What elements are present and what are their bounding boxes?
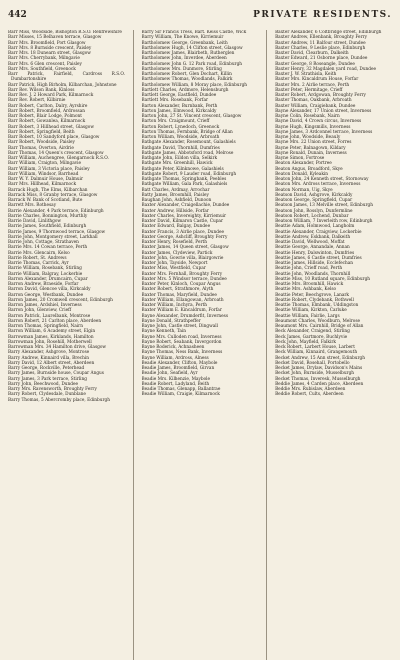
directory-entry: Bayne Mrs. Culloden road, Inverness — [141, 334, 222, 340]
directory-entry: Beadie John, Seafield, Ayr — [141, 371, 198, 377]
directory-entry: Baxter Edward, Balgay, Dundee — [141, 224, 211, 230]
directory-entry: Barrie Mrs. Glencairn, Kelso — [8, 250, 70, 256]
column-divider — [133, 30, 134, 660]
directory-entry: Barron George, Westbank, Dundee — [8, 292, 84, 298]
directory-entry: Baxter John, Gowrie villa, Blairgowrie — [141, 255, 224, 261]
directory-entry: Baxter John, Tayside, Newport — [141, 261, 208, 266]
directory-entry: Bayne Kenneth, Tain — [141, 329, 187, 335]
directory-entry: Bayne Hugh, Kingsmills, Inverness — [275, 124, 351, 130]
directory-entry: Barr Mrs. Southfield, Greenock — [8, 66, 76, 72]
directory-entry: Bartholomew Robert, Glen Dochart, Killin — [141, 72, 232, 77]
directory-entry: Barrie James, 9 Thornwood terrace, Glasgow — [8, 229, 106, 235]
directory-entry: Barr Rev. J. 2 Howard Park, Kilmarnock — [8, 93, 94, 98]
directory-entry: Beattie William, Kirkton, Carluke — [275, 308, 347, 314]
directory-entry: Beattie James, Hillside, Ecclefechan — [275, 261, 354, 266]
directory-entry: Barr Robert, 10 Sandyford place, Glasgow — [8, 135, 100, 140]
directory-entry: Baxter Alexander, Craigellachie, Dundee — [141, 203, 230, 209]
directory-entry: Barr Miss, Woodside, Bishopton R.S.O. Renfrewshire — [8, 30, 122, 35]
directory-entry: Becket Andrew, 15 Ann street, Edinburgh — [275, 355, 366, 361]
directory-entry: Barr Mrs. Cherrybank, Milngavie — [8, 56, 80, 62]
directory-entry: Barrack W. Bank of Scotland, Bute — [8, 198, 83, 203]
directory-entry: Beatson James, 13 Melville street, Edinburgh — [275, 203, 373, 209]
directory-entry: Bathgate Peter, Kilnknowe, Galashiels — [141, 166, 224, 172]
directory-entry: Barry George, Rockville, Peterhead — [8, 366, 85, 371]
directory-entry: Barry Robert, Clydesdale, Dunblane — [8, 392, 86, 398]
directory-entry: Barrie Alexander, 4 Park terrace, Edinburgh — [8, 208, 104, 214]
directory-entry: Barr W. Y. Dalmuir House, Dalmuir — [8, 177, 84, 182]
directory-entry: Barrowman Mrs. 34 Hamilton drive, Glasgow — [8, 345, 107, 350]
directory-entry: Baxter Mrs. Kincaldrum House, Forfar — [275, 77, 359, 83]
directory-entry: Barry James, Burnside house, Coupar Angus — [8, 371, 104, 377]
directory-entry: Barrie Charles, Bonnington, Murthly — [8, 213, 88, 219]
directory-entry: Beattie Robert, Clydebank, Bothwell — [275, 297, 354, 303]
directory-entry: Bartholomew James, Blairbeth, Rutherglen — [141, 51, 235, 56]
directory-entry: Barrie Mrs. 14 Cowan terrace, Perth — [8, 245, 88, 251]
directory-entry: Baxter Thomas, Maryfield, Dundee — [141, 292, 217, 298]
directory-entry: Becket Thomas, Inveresk, Musselburgh — [275, 376, 361, 382]
directory-entry: Beadie James, Broomfield, Girvan — [141, 366, 215, 371]
directory-entry: Barrie David, Linlithgow — [8, 219, 62, 224]
directory-entry: Becket James, Drylaw, Davidson's Mains — [275, 366, 363, 371]
directory-entry: Barr William, Craigton, Milngavie — [8, 161, 82, 167]
directory-column-3 — [275, 30, 392, 660]
directory-entry: Baxter Charles, Invereighty, Kirriemuir — [141, 213, 227, 219]
directory-entry: Barr Thomas, Overton, Airdrie — [8, 145, 74, 151]
directory-entry: Bathgate Alexander, Rosemount, Galashiels — [141, 140, 236, 146]
directory-entry: Baxter Robert, Ardgowan, Broughty Ferry — [275, 93, 366, 98]
directory-entry: Bathgate David, Thornhill, Dumfries — [141, 145, 220, 151]
directory-entry: Barron David, Glencoe villa, Kirkcaldy — [8, 287, 91, 293]
column-divider — [266, 30, 267, 660]
directory-entry: Beattie Adam, Holmwood, Langholm — [275, 224, 355, 230]
directory-entry: Barr Rev. Wilson Bank, Kinloss — [8, 87, 75, 93]
directory-entry: Barry Mrs. Ravensworth, Broughty Ferry — [8, 387, 97, 392]
directory-entry: Baxter James, 14 Queen street, Glasgow — [141, 245, 229, 251]
directory-entry: Barr Mrs. 6 Glen crescent, Paisley — [8, 61, 82, 67]
directory-entry: Baughan John, Ashfield, Dunoon — [141, 198, 212, 203]
directory-entry: Barrack Miss, 8 Granby terrace, Glasgow — [8, 192, 98, 198]
directory-entry: Beatson John, Rosslyn, Dunfermline — [275, 208, 353, 214]
directory-entry: Baxter Miss, Westfield, Cupar — [141, 266, 206, 272]
directory-entry: Beddie Mrs. Rubislaw, Aberdeen — [275, 387, 346, 392]
directory-entry: Barr Mrs. 18 Dunearn street, Glasgow — [8, 51, 91, 56]
directory-entry: Baxter Andrew, 11 Balfour street, Dundee — [275, 40, 366, 46]
directory-entry: Baxter Edward, 21 Osborne place, Dundee — [275, 56, 368, 62]
directory-entry: Bayne Robert, Seabank, Invergordon — [141, 339, 222, 345]
directory-entry: Barton James, Elmwood, Kirkcaldy — [141, 108, 217, 114]
directory-entry: Beattie Mrs. Ashbank, Kelso — [275, 287, 337, 293]
directory-entry: Beaton Angus, Broadford, Skye — [275, 166, 343, 172]
directory-entry: Barr Mrs. Broomfield, Port Glasgow — [8, 40, 86, 46]
directory-entry: Baxter William, Inchyra, Perth — [141, 303, 208, 308]
directory-entry: Beatson David, Ashgrove, Kirkcaldy — [275, 192, 353, 198]
directory-entry: Beaumont Mrs. Cairnhill, Bridge of Allan — [275, 324, 364, 329]
directory-entry: Bathgate James, Abbotsford road, Melrose — [141, 150, 234, 156]
directory-entry: Bartholomew John, Inverdee, Aberdeen — [141, 56, 227, 62]
directory-entry: Barry David, 12 Albert street, Aberdeen — [8, 360, 95, 366]
directory-entry: Becket David, Rosehall, Portobello — [275, 360, 350, 366]
directory-entry: Beatson George, Springfield, Cupar — [275, 198, 353, 203]
directory-entry: Beattie Andrew, Eskbank, Dalkeith — [275, 234, 351, 240]
directory-entry: Barr Robert, Woodside, Paisley — [8, 140, 75, 146]
directory-entry: Bartholomew John G. 12 Park road, Edinburgh — [141, 61, 243, 67]
directory-entry: Bathgate Thomas, Springbank, Peebles — [141, 177, 227, 182]
directory-entry: Barr Patrick, High Birholm, Kilbarchan, Johnstone — [8, 82, 117, 88]
directory-entry: Baxter George, Ashcliff, Broughty Ferry — [141, 234, 228, 240]
directory-entry: Bartholomew George, Greenbank, Leith — [141, 40, 228, 46]
directory-entry: Barr Misses, 15 Belhaven terrace, Glasgow — [8, 35, 102, 41]
directory-entry: Bayne Peter, Balnagown, Kildary — [275, 145, 346, 151]
directory-entry: Beadie William, Craigie, Kilmarnock — [141, 392, 220, 398]
page-header — [8, 10, 392, 26]
directory-entry: Baxter Henry, Rosefield, Perth — [141, 240, 207, 245]
directory-entry: Barry William, The Knowe, Kirriemuir — [141, 35, 224, 41]
directory-entry: Barr Robert, 3 Hillhead street, Glasgow — [8, 124, 94, 130]
directory-column-1 — [8, 30, 125, 660]
directory-entry: Batty James, Broomhill, Paisley — [141, 192, 209, 198]
directory-entry: Barr Robert, Gowanlea, Kilmarnock — [8, 119, 86, 125]
directory-entry: Bathgate Robert, 9 Lauder road, Edinburgh — [141, 171, 237, 177]
directory-entry: Beatson Robert, Lochend, Dunbar — [275, 213, 349, 219]
directory-entry: Barron Patrick, Laurelbank, Montrose — [8, 313, 91, 319]
directory-entry: Bayne Roderick, Achnasheen — [141, 345, 205, 350]
directory-entry: Baxter Peter, Hermitage, Crieff — [275, 87, 343, 93]
directory-entry: Beattie James, 6 Castle street, Dumfries — [275, 255, 362, 261]
directory-entry: Beck William, Kinnaird, Grangemouth — [275, 350, 358, 356]
directory-entry: Baxter Francis, 3 Airlie place, Dundee — [141, 229, 225, 235]
directory-entry: Beadie Mrs. Kilhenzie, Maybole — [141, 376, 211, 382]
directory-entry: Barry Alexander, Ashgrove, Montrose — [8, 350, 90, 356]
directory-entry: Bartholomew William, 8 Moray place, Edinburgh — [141, 82, 248, 88]
directory-columns — [8, 30, 392, 660]
directory-entry: Batt Charles, Ardmay, Arrochar — [141, 187, 210, 193]
directory-entry: Barr William, Auchengree, Glengarnock R.S.O. — [8, 156, 109, 161]
directory-entry: Barton Thomas, Fernbank, Bridge of Allan — [141, 129, 233, 135]
directory-entry: Baxter James, Clydeview, Partick — [141, 250, 213, 256]
directory-entry: Beadie Thomas, Glenapp, Ballantrae — [141, 387, 221, 392]
directory-entry: Barton Alexander, Burnbank, Perth — [141, 103, 218, 109]
directory-entry: Bayne Ronald, Dunain, Inverness — [275, 150, 347, 156]
directory-entry: Barrie William, Rosebank, Stirling — [8, 266, 82, 272]
directory-entry: Baxter J. W. Strathisla, Keith — [275, 72, 337, 77]
directory-entry: Beaumont Charles, Woodburn, Melrose — [275, 318, 361, 324]
directory-entry: Baxter Mrs. 5 Windsor terrace, Dundee — [141, 276, 227, 282]
directory-entry: Baxter Henry, 32 Magdalen yard road, Dundee — [275, 66, 377, 72]
directory-entry: Bartlett Charles, Ardmore, Helensburgh — [141, 87, 229, 93]
directory-entry: Barr Thomas, 14 Queen's crescent, Glasgow — [8, 150, 104, 156]
directory-entry: Barron Alexander, Drumcairn, Cupar — [8, 276, 88, 282]
directory-entry: Barry John, Beechwood, Dundee — [8, 381, 78, 387]
directory-entry: Bayne Colin, Rosebank, Nairn — [275, 114, 340, 119]
directory-entry: Barry Thomas, 5 Abercromby place, Edinburgh — [8, 397, 110, 403]
page-number: 442 — [8, 10, 27, 20]
directory-entry: Bayne Donald, Strathpeffer — [141, 318, 201, 324]
directory-entry: Beddie James, 4 Carden place, Aberdeen — [275, 381, 364, 387]
directory-entry: Becket John, Burnside, Musselburgh — [275, 371, 355, 377]
directory-entry: Bathgate John, Eildon villa, Selkirk — [141, 156, 218, 161]
directory-entry: Beck James, Gartmore, Buchlyvie — [275, 334, 348, 340]
directory-entry: Barr Mrs. Hillhead, Kilmarnock — [8, 182, 77, 188]
directory-entry: Beck Robert, Larbert House, Larbert — [275, 345, 355, 350]
directory-entry: Baxter Alexander, 6 Coltbridge street, Edinburgh — [275, 30, 382, 35]
directory-entry: Bathgate William, Gala Park, Galashiels — [141, 182, 228, 188]
directory-entry: Beattie Miss, 10 Rutland square, Edinburgh — [275, 276, 371, 282]
directory-entry: Bartholomew Thomas, Woodlands, Falkirk — [141, 77, 233, 83]
directory-entry: Beattie Thomas, Elmbank, Uddingston — [275, 303, 359, 308]
directory-entry: Beadie Alexander, Clifton, Maybole — [141, 360, 218, 366]
directory-entry: Bartholomew Mrs. Dunmore, Stirling — [141, 66, 222, 72]
directory-entry: Baxter Mrs. Fernhall, Broughty Ferry — [141, 271, 223, 277]
directory-entry: Baxter George, 8 Roseangle, Dundee — [275, 61, 355, 67]
directory-entry: Barrowman James, Kirklands, Hamilton — [8, 334, 94, 340]
directory-entry: Baxter Robert, Strathmore, Alyth — [141, 287, 214, 293]
directory-entry: Bayne John, Woodside, Beauly — [275, 135, 341, 140]
directory-entry: Beaton John, 24 Kenneth street, Stornoway — [275, 177, 369, 182]
directory-entry: Barrett Mrs. Rothesay — [8, 203, 57, 209]
directory-entry: Beck John, Mayfield, Falkirk — [275, 339, 336, 345]
directory-entry: Baxter William E. Kincaldrum, Forfar — [141, 308, 222, 314]
directory-entry: Bathgate Mrs. Greenhill, Hawick — [141, 161, 213, 167]
directory-entry: Barron Robert, 21 Carlton place, Aberdeen — [8, 318, 102, 324]
directory-entry: Bayne John, Castle street, Dingwall — [141, 324, 219, 329]
directory-entry: Beattie Alexander, Craigview, Lockerbie — [275, 229, 362, 235]
directory-entry: Barton John, 27 St. Vincent crescent, Glasgow — [141, 114, 242, 119]
directory-entry: Baxter William, Ellangowan, Arbroath — [141, 297, 224, 303]
directory-entry: Baxter William, Craigiebank, Dundee — [275, 103, 356, 109]
directory-entry: Baxter Mrs. 2 Airlie terrace, Perth — [275, 82, 350, 88]
directory-entry: Barton William, Woodside, Arbroath — [141, 135, 220, 140]
directory-entry: Barr William, Windsor, Barrhead — [8, 171, 79, 177]
directory-entry: Barrack Hugh, The Elms, Kilbarchan — [8, 187, 88, 193]
directory-entry: Baxter Peter, Kinloch, Coupar Angus — [141, 282, 221, 287]
directory-entry: Baxter Charles, 9 Leslie place, Edinburgh — [275, 45, 366, 51]
directory-entry: Baxter David, Clearburn, Dalkeith — [275, 51, 349, 56]
directory-entry: Barr Rev. Robert, Kilbirnie — [8, 98, 66, 104]
directory-entry: Barron James, Ardshiel, Inverness — [8, 303, 82, 308]
directory-entry: Beaton Alexander, Portree — [275, 161, 332, 167]
directory-entry: Beaton Mrs. Ardross terrace, Inverness — [275, 182, 361, 188]
directory-entry: Barrie John, Montgomery street, Larkhall — [8, 234, 98, 240]
directory-entry: Barry Sir Francis Tress, Bart. Keiss Castle, Wick — [141, 30, 247, 35]
directory-entry: Barr Robert, Blair Lodge, Polmont — [8, 114, 82, 119]
directory-entry: Baxter David, Kilmaron Castle, Cupar — [141, 219, 223, 224]
directory-entry: Bayne William, Ardross, Alness — [141, 355, 209, 361]
directory-entry: Beattie John, Crieff road, Perth — [275, 266, 343, 272]
directory-entry: Barron William, 6 Academy street, Elgin — [8, 329, 96, 335]
directory-entry: Barrie William, Balgray, Lockerbie — [8, 271, 83, 277]
directory-entry: Barrie Robert, St. Andrews — [8, 255, 67, 261]
directory-entry: Barr Mrs. 8 Burnside crescent, Paisley — [8, 45, 92, 51]
directory-entry: Barr Robert, Carlton, Dalry, Ayrshire — [8, 103, 88, 109]
directory-entry: Beattie David, Wellwood, Moffat — [275, 240, 345, 245]
directory-entry: Bayne Simon, Fortrose — [275, 156, 325, 161]
directory-entry: Bayne Thomas, Ness Bank, Inverness — [141, 350, 223, 356]
directory-entry: Barron Thomas, Springfield, Nairn — [8, 324, 83, 329]
directory-entry: Barrie James, Southfield, Edinburgh — [8, 224, 87, 230]
directory-entry: Bayne Alexander, Drumderfit, Inverness — [141, 313, 229, 319]
directory-entry: Bayne Mrs. 22 Union street, Forres — [275, 140, 352, 146]
directory-entry: Bayne David, 4 Crown circus, Inverness — [275, 119, 362, 125]
directory-entry: Beaton Donald, Kyleakin — [275, 171, 328, 177]
directory-entry: Barr William, 3 Victoria place, Paisley — [8, 166, 90, 172]
directory-entry: Barrie Thomas, Carrick, Ayr — [8, 261, 69, 266]
directory-entry: Barr Patrick, Fairfield, Cardross R.S.O. Dumbartonshire — [8, 72, 125, 83]
directory-entry: Barrowman John, Rosehill, Motherwell — [8, 339, 92, 345]
directory-entry: Bartlett George, Eastfield, Dundee — [141, 93, 217, 98]
directory-entry: Barron Andrew, Braeside, Forfar — [8, 282, 79, 287]
directory-entry: Beattie William, Fairlie, Largs — [275, 313, 340, 319]
directory-entry: Beck Alexander, Craigend, Stirling — [275, 329, 350, 335]
directory-entry: Barron James, 20 Cromwell crescent, Edinburgh — [8, 297, 113, 303]
directory-entry: Bartlett Mrs. Rosebank, Forfar — [141, 98, 209, 104]
directory-entry: Barr Robert, Broomfield, Ardrossan — [8, 108, 85, 114]
directory-entry: Beattie Henry, Dalswinton, Dumfries — [275, 250, 355, 256]
directory-entry: Barry Andrew, Kinnaird villa, Brechin — [8, 355, 89, 361]
directory-entry: Barton Mrs. Craigmount, Crieff — [141, 119, 210, 125]
directory-entry: Bayne Alexander, 17 Union street, Inverness — [275, 108, 372, 114]
directory-entry: Beattie Peter, Beechgrove, Lanark — [275, 292, 349, 298]
directory-entry: Bartholomew Hugh, 14 Clifton street, Glasgow — [141, 45, 243, 51]
directory-entry: Beddie Robert, Cults, Aberdeen — [275, 392, 344, 398]
directory-entry: Barrie John, Cottage, Strathaven — [8, 240, 79, 245]
directory-entry: Bayne James, 3 Ardconnel terrace, Inverness — [275, 129, 373, 135]
directory-entry: Beattie George, Annandale, Annan — [275, 245, 350, 251]
directory-entry: Barton Robert, Lynedoch, Greenock — [141, 124, 220, 130]
directory-column-2 — [142, 30, 259, 660]
directory-entry: Baxter Andrew, Hillside, Forfar — [141, 208, 209, 214]
directory-entry: Barr Robert, Springfield, Beith — [8, 129, 75, 135]
page-title: PRIVATE RESIDENTS. — [253, 10, 392, 20]
directory-entry: Barry James, 3 Park terrace, Stirling — [8, 376, 87, 382]
directory-entry: Beaton Norman, Uig, Skye — [275, 187, 333, 193]
directory-entry: Beattie Mrs. Broomhill, Hawick — [275, 282, 344, 287]
directory-entry: Beadie Robert, Ladyland, Beith — [141, 381, 210, 387]
directory-entry: Beatson William, 7 Inverleith row, Edinburgh — [275, 219, 373, 224]
directory-entry: Baxter Andrew, Ellenbank, Broughty Ferry — [275, 35, 368, 41]
directory-entry: Beattie John, Woodlands, Thornhill — [275, 271, 351, 277]
directory-entry: Baxter Thomas, Oakbank, Arbroath — [275, 98, 352, 104]
directory-entry: Barron John, Glenview, Crieff — [8, 308, 72, 314]
